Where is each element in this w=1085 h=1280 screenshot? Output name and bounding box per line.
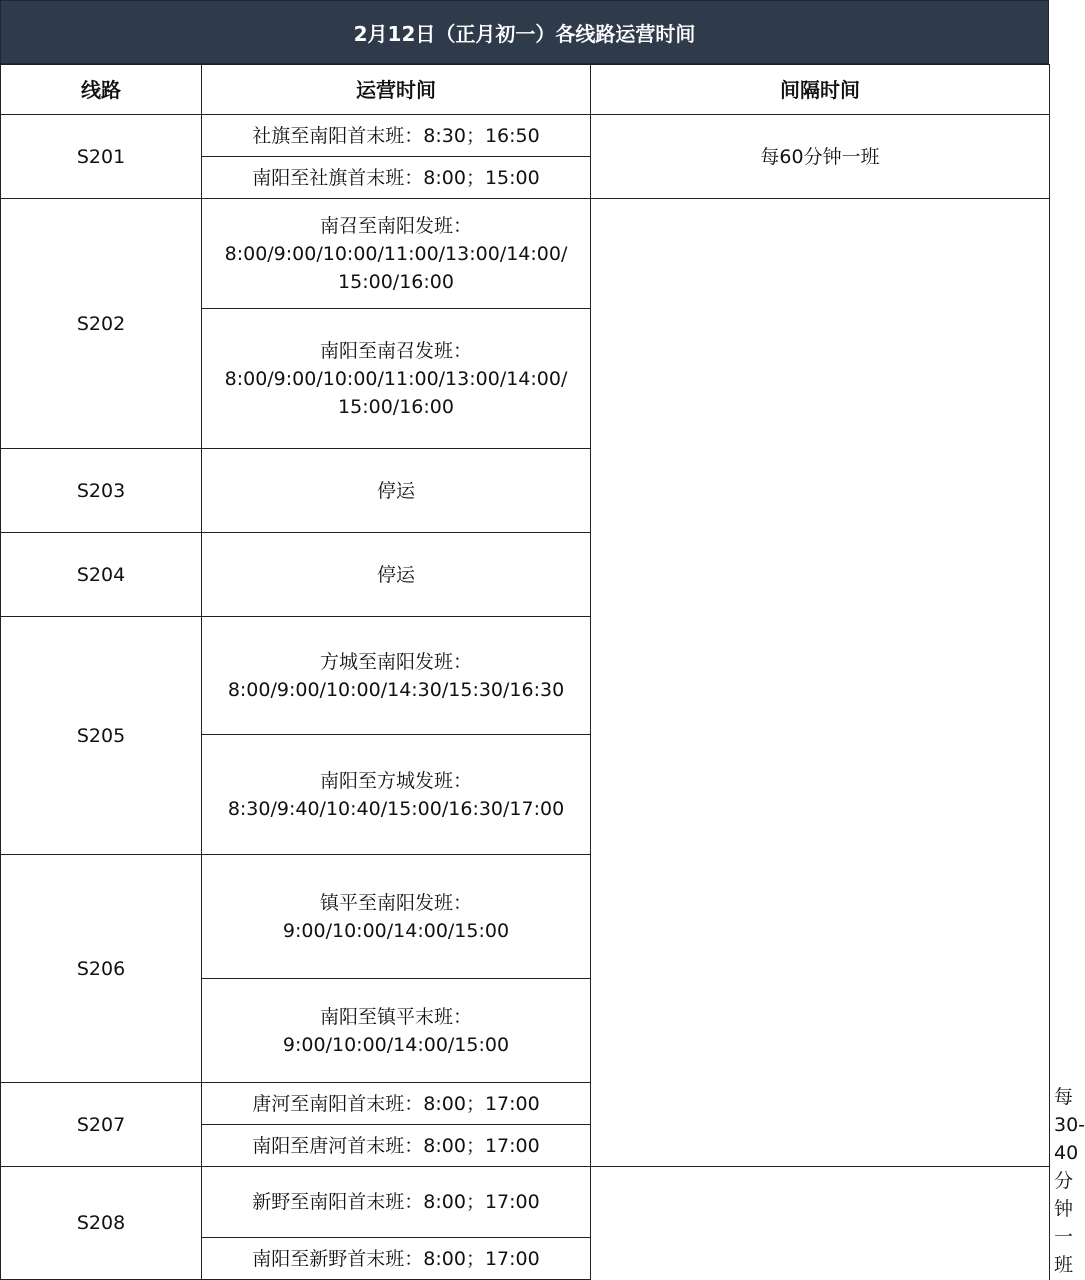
table-row: S207 唐河至南阳首末班：8:00；17:00 每30-40分钟一班 [1,1083,1050,1125]
hours-cell: 唐河至南阳首末班：8:00；17:00 [202,1083,591,1125]
schedule-times: 15:00/16:00 [338,270,454,293]
schedule-times: 8:30/9:40/10:40/15:00/16:30/17:00 [227,797,565,820]
table-row [1,115,1050,157]
schedule-heading: 南阳至镇平末班： [319,1005,472,1028]
hours-cell: 南阳至社旗首末班：8:00；15:00 [202,157,591,199]
schedule-times: 15:00/16:00 [338,395,454,418]
schedule-times: 8:00/9:00/10:00/14:30/15:30/16:30 [227,678,565,701]
schedule-heading: 方城至南阳发班： [319,650,472,673]
table-row [1,1167,1050,1238]
header-interval: 间隔时间 [591,65,1050,115]
route-cell-s206: S206 [1,855,202,1083]
hours-cell [202,617,591,735]
hours-cell: 社旗至南阳首末班：8:30；16:50 [202,115,591,157]
route-cell-s204: S204 [1,533,202,617]
schedule-times: 9:00/10:00/14:00/15:00 [282,919,510,942]
schedule-table [0,64,1085,1280]
schedule-times: 8:00/9:00/10:00/11:00/13:00/14:00/ [224,367,568,390]
schedule-heading: 镇平至南阳发班： [319,891,472,914]
hours-cell [202,855,591,979]
schedule-times: 9:00/10:00/14:00/15:00 [282,1033,510,1056]
header-hours: 运营时间 [202,65,591,115]
route-cell-s202: S202 [1,199,202,449]
schedule-times: 8:00/9:00/10:00/11:00/13:00/14:00/ [224,242,568,265]
hours-cell: 停运 [202,533,591,617]
hours-cell: 南阳至唐河首末班：8:00；17:00 [202,1125,591,1167]
page-title: 2月12日（正月初一）各线路运营时间 [0,0,1049,64]
table-header-row [1,65,1050,115]
interval-cell-group2 [591,199,1050,1167]
schedule-heading: 南召至南阳发班： [319,214,472,237]
hours-cell [202,199,591,309]
route-cell-s208: S208 [1,1167,202,1280]
interval-cell-group1: 每60分钟一班 [591,115,1050,199]
route-cell-s205: S205 [1,617,202,855]
route-cell-s207: S207 [1,1083,202,1167]
hours-cell: 南阳至新野首末班：8:00；17:00 [202,1238,591,1280]
hours-cell [202,735,591,855]
header-route: 线路 [1,65,202,115]
hours-cell [202,979,591,1083]
hours-cell: 新野至南阳首末班：8:00；17:00 [202,1167,591,1238]
route-cell-s203: S203 [1,449,202,533]
route-cell-s201: S201 [1,115,202,199]
schedule-heading: 南阳至南召发班： [319,339,472,362]
schedule-heading: 南阳至方城发班： [319,769,472,792]
table-row [1,199,1050,309]
hours-cell [202,309,591,449]
hours-cell: 停运 [202,449,591,533]
